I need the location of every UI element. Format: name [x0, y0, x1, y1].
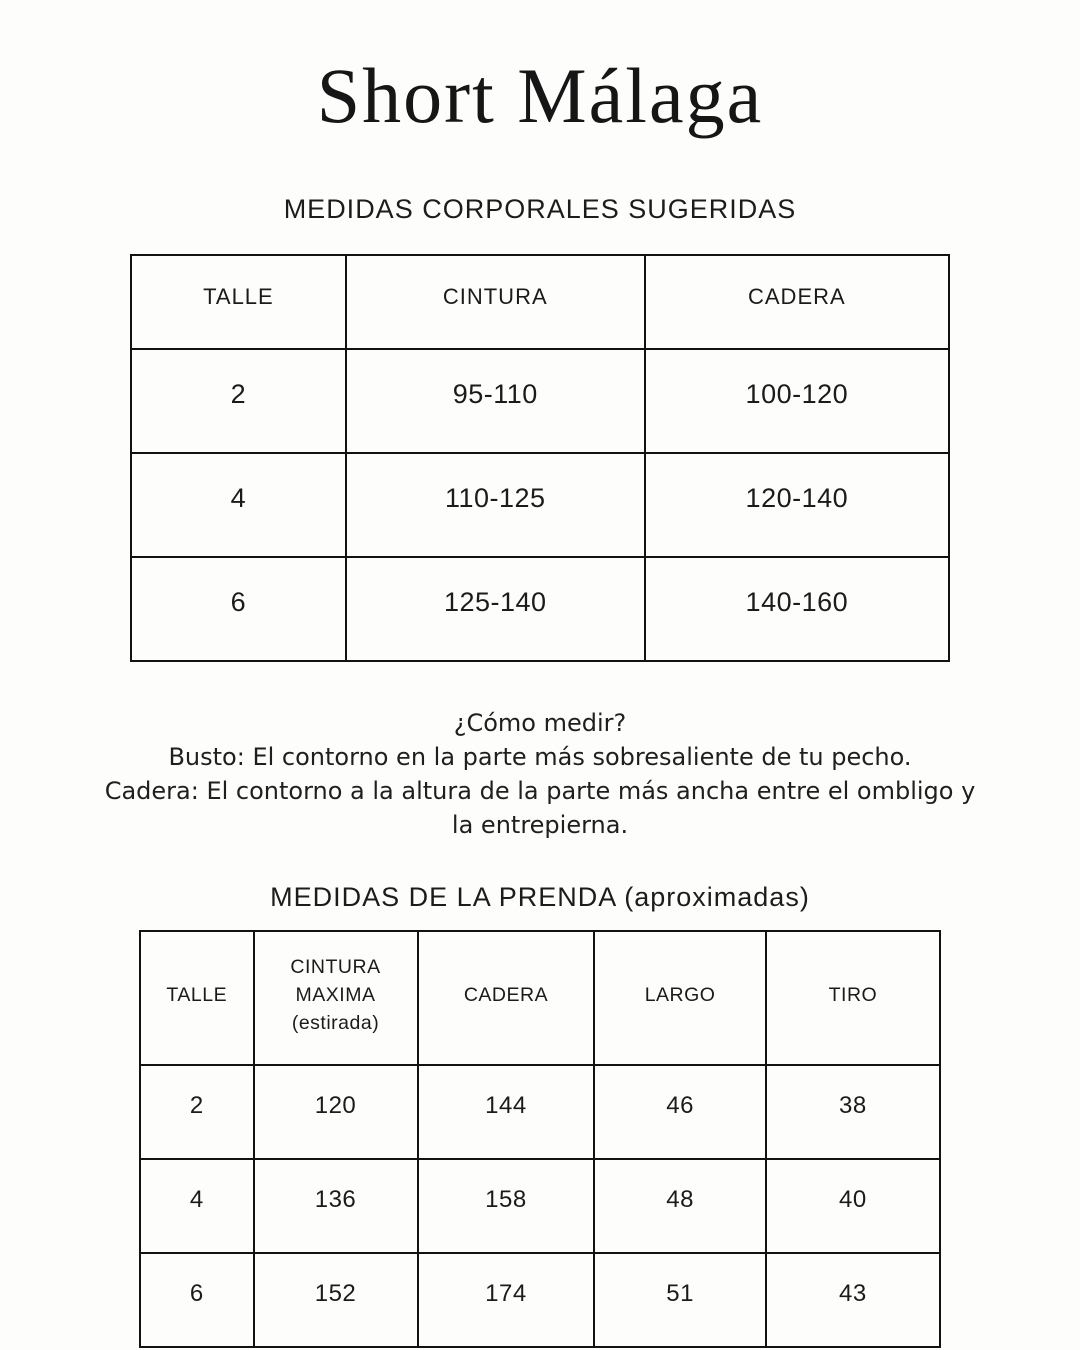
cell-tiro: 40	[766, 1159, 940, 1253]
cell-cadera: 144	[418, 1065, 595, 1159]
how-to-measure-bust-line: Busto: El contorno en la parte más sobresaliente de tu pecho.	[168, 743, 912, 771]
cell-cadera: 120-140	[645, 453, 949, 557]
table-row-size-6	[140, 1253, 940, 1347]
cell-tiro: 43	[766, 1253, 940, 1347]
cell-cintura-maxima: 152	[254, 1253, 418, 1347]
cell-talle: 6	[140, 1253, 254, 1347]
cell-cintura: 110-125	[346, 453, 645, 557]
garment-measures-heading: MEDIDAS DE LA PRENDA (aproximadas)	[270, 882, 810, 912]
cell-largo: 51	[594, 1253, 765, 1347]
cell-talle: 2	[131, 349, 346, 453]
cell-cadera: 174	[418, 1253, 595, 1347]
cell-cadera: 158	[418, 1159, 595, 1253]
how-to-measure-hip-line: Cadera: El contorno a la altura de la parte más ancha entre el ombligo y la entrepierna.	[104, 777, 976, 839]
cell-talle: 4	[140, 1159, 254, 1253]
cell-cadera: 100-120	[645, 349, 949, 453]
table-row-size-2	[140, 1065, 940, 1159]
column-header-tiro: TIRO	[766, 931, 940, 1065]
cell-largo: 46	[594, 1065, 765, 1159]
cell-cintura-maxima: 120	[254, 1065, 418, 1159]
column-header-talle: TALLE	[140, 931, 254, 1065]
cell-cadera: 140-160	[645, 557, 949, 661]
column-header-largo: LARGO	[594, 931, 765, 1065]
cell-largo: 48	[594, 1159, 765, 1253]
cell-cintura: 95-110	[346, 349, 645, 453]
table-row-size-4	[131, 453, 949, 557]
cell-talle: 2	[140, 1065, 254, 1159]
table-row-size-2	[131, 349, 949, 453]
column-header-cadera: CADERA	[645, 255, 949, 349]
how-to-measure-block	[100, 706, 980, 842]
column-header-cintura: CINTURA	[346, 255, 645, 349]
garment-measures-table	[139, 930, 941, 1348]
cell-talle: 4	[131, 453, 346, 557]
column-header-cadera: CADERA	[418, 931, 595, 1065]
table-header-row	[131, 255, 949, 349]
column-header-cintura-maxima: CINTURA MAXIMA (estirada)	[254, 931, 418, 1065]
column-header-talle: TALLE	[131, 255, 346, 349]
cell-cintura: 125-140	[346, 557, 645, 661]
cell-tiro: 38	[766, 1065, 940, 1159]
how-to-measure-title: ¿Cómo medir?	[453, 709, 627, 737]
cell-cintura-maxima: 136	[254, 1159, 418, 1253]
cell-talle: 6	[131, 557, 346, 661]
body-measures-table	[130, 254, 950, 662]
table-row-size-4	[140, 1159, 940, 1253]
product-title: Short Málaga	[316, 52, 764, 139]
table-header-row	[140, 931, 940, 1065]
table-row-size-6	[131, 557, 949, 661]
body-measures-heading: MEDIDAS CORPORALES SUGERIDAS	[283, 194, 797, 224]
